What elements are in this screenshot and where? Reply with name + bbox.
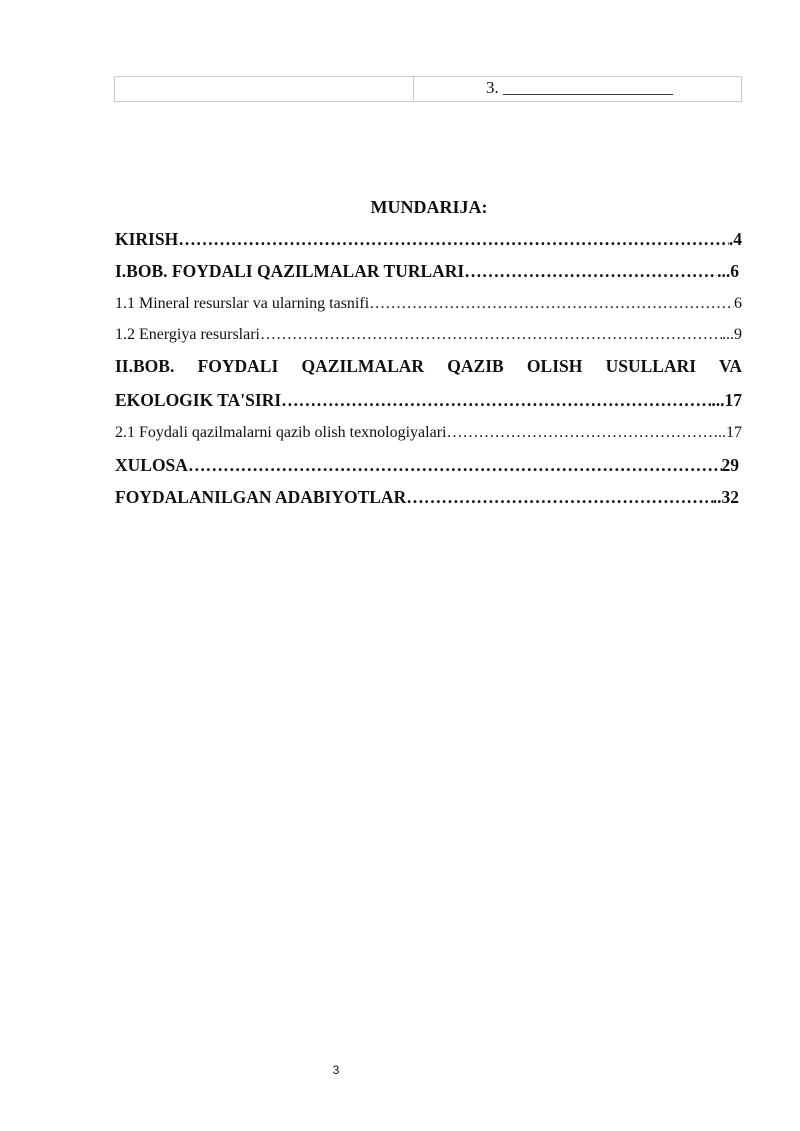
toc-entry-label: EKOLOGIK TA'SIRI — [115, 390, 282, 410]
toc-entry-label: XULOSA — [115, 455, 188, 475]
toc-entry-page: ..32 — [712, 487, 739, 507]
header-table — [114, 76, 742, 102]
toc-entry-bob-2-line-1[interactable]: II.BOB. FOYDALI QAZILMALAR QAZIB OLISH USULLARI VA — [115, 356, 742, 376]
page-number: 3 — [332, 1063, 340, 1077]
toc-entry-label: 2.1 Foydali qazilmalarni qazib olish texnologiyalari — [115, 424, 447, 441]
toc-leader-dots — [464, 261, 717, 282]
toc-leader-dots — [178, 229, 729, 250]
toc-entry-bob-2[interactable] — [115, 390, 742, 411]
toc-entry-page: ...17 — [711, 390, 742, 410]
header-table-left-cell — [115, 77, 414, 101]
toc-entry-page: ...6 — [717, 261, 739, 281]
toc-entry-kirish[interactable] — [115, 229, 742, 250]
toc-entry-page: ..17 — [718, 424, 742, 441]
toc-entry-adabiyotlar[interactable] — [115, 487, 739, 508]
toc-entry-label: I.BOB. FOYDALI QAZILMALAR TURLARI — [115, 261, 465, 281]
header-table-right-text: 3. ____________________ — [486, 78, 673, 97]
toc-entry-label: KIRISH — [115, 229, 179, 249]
toc-leader-dots — [446, 424, 718, 442]
toc-entry-page: .4 — [728, 229, 742, 249]
toc-entry-bob-1[interactable] — [115, 261, 739, 282]
toc-entry-label: FOYDALANILGAN ADABIYOTLAR — [115, 487, 407, 507]
toc-title: MUNDARIJA: — [370, 197, 488, 217]
toc-leader-dots — [188, 455, 722, 476]
toc-leader-dots — [260, 326, 722, 344]
toc-entry-2-1[interactable] — [115, 424, 742, 442]
toc-leader-dots — [406, 487, 713, 508]
header-table-right-cell — [414, 77, 741, 101]
toc-entry-1-2[interactable] — [115, 326, 742, 344]
toc-entry-xulosa[interactable] — [115, 455, 739, 476]
toc-entry-label: 1.2 Energiya resurslari — [115, 326, 260, 343]
toc-entry-label: 1.1 Mineral resurslar va ularning tasnifi — [115, 295, 370, 312]
toc-entry-page: 29 — [721, 455, 739, 475]
toc-leader-dots — [281, 390, 711, 411]
toc-entry-page: ...9 — [722, 326, 742, 343]
toc-leader-dots — [369, 295, 734, 313]
toc-entry-1-1[interactable] — [115, 295, 742, 313]
toc-entry-page: 6 — [734, 295, 742, 312]
